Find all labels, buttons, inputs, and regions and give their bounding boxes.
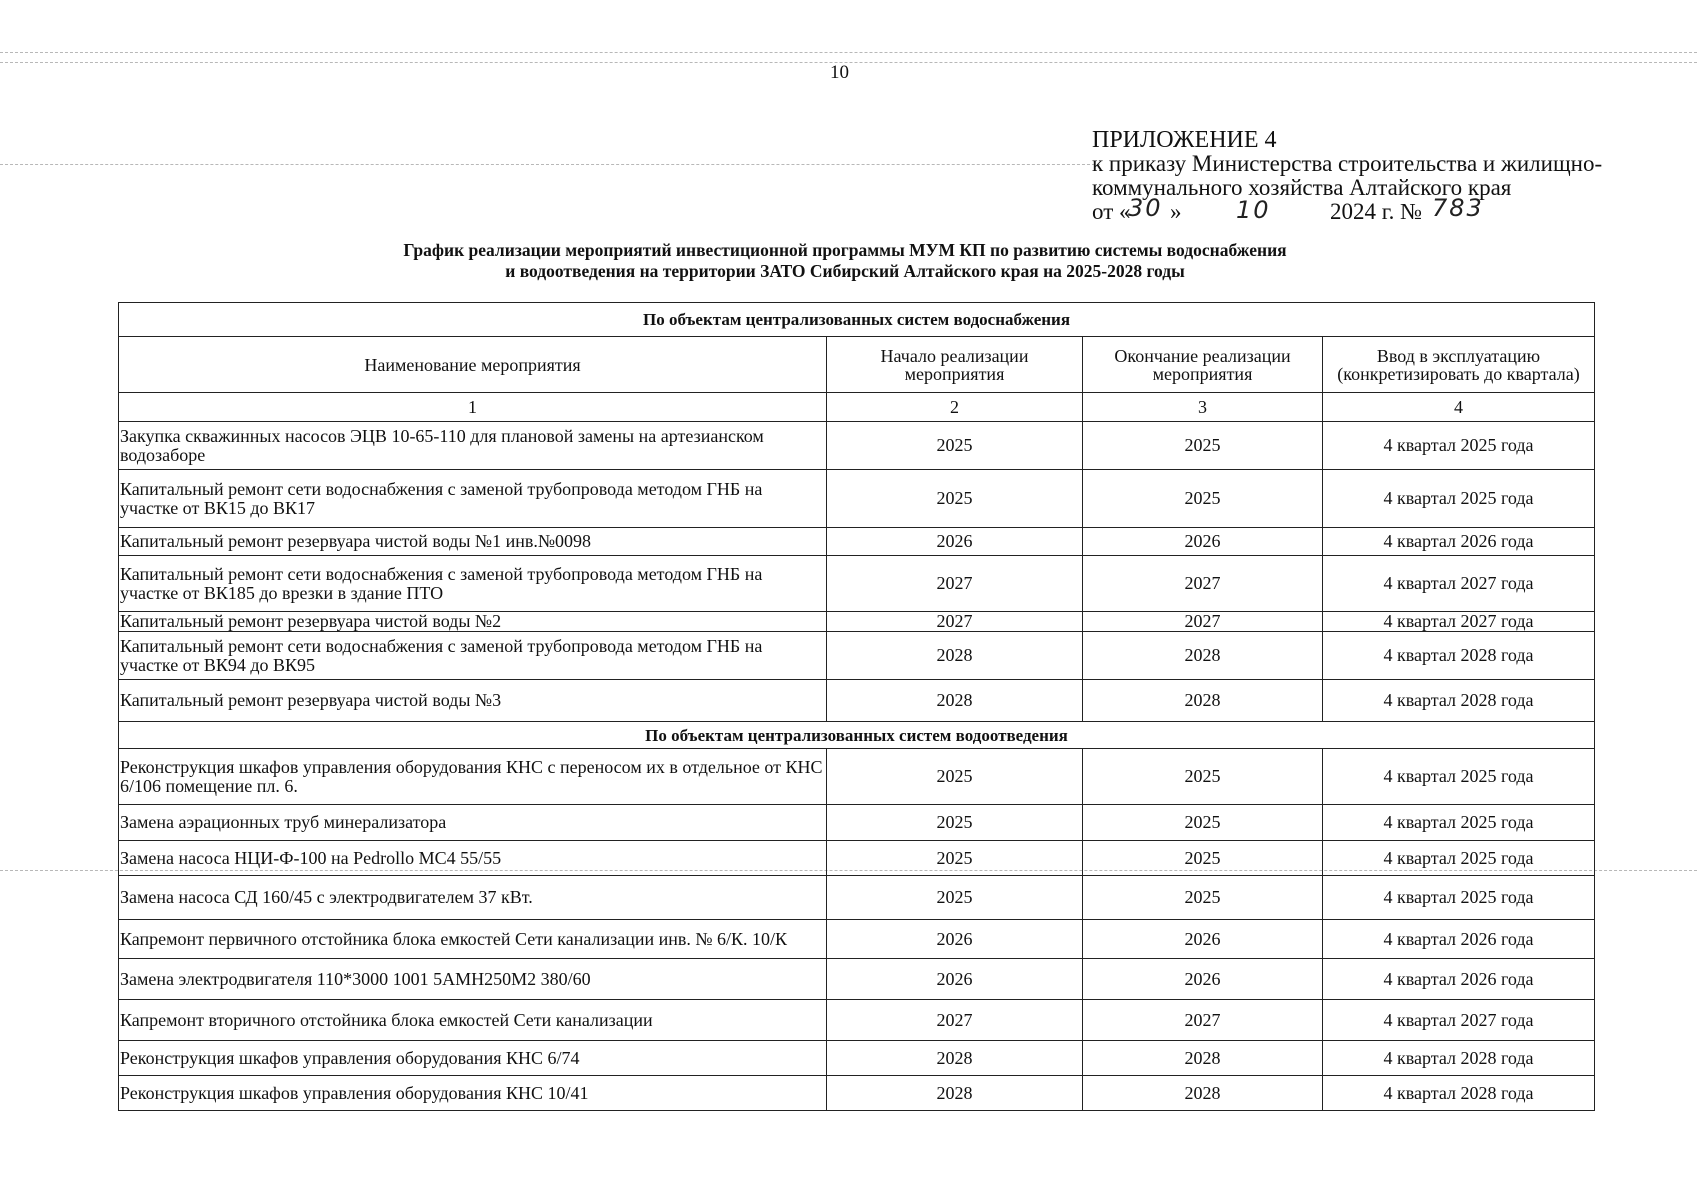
end-year: 2025: [1083, 470, 1323, 528]
commissioning-quarter: 4 квартал 2026 года: [1323, 959, 1595, 1000]
table-row: [119, 612, 1595, 632]
date-prefix: от «: [1092, 199, 1131, 224]
header-name: Наименование мероприятия: [119, 337, 827, 393]
header-commissioning: Ввод в эксплуатацию (конкретизировать до квартала): [1323, 337, 1595, 393]
handwritten-month: 10: [1236, 196, 1271, 224]
start-year: 2028: [827, 1076, 1083, 1111]
activity-name: Капитальный ремонт сети водоснабжения с заменой трубопровода методом ГНБ на участке от ВК185 до врезки в здание ПТО: [119, 556, 827, 612]
heading-line1: График реализации мероприятий инвестиционной программы МУМ КП по развитию системы водоснабжения: [403, 240, 1287, 260]
column-number: 3: [1083, 393, 1323, 422]
activity-name: Замена насоса НЦИ-Ф-100 на Pedrollo MC4 55/55: [119, 841, 827, 876]
start-year: 2026: [827, 528, 1083, 556]
table-row: [119, 920, 1595, 959]
start-year: 2026: [827, 920, 1083, 959]
header-start: Начало реализации мероприятия: [827, 337, 1083, 393]
scan-artifact-line: [0, 164, 1100, 165]
end-year: 2027: [1083, 1000, 1323, 1041]
end-year: 2025: [1083, 749, 1323, 805]
start-year: 2028: [827, 680, 1083, 722]
end-year: 2028: [1083, 680, 1323, 722]
schedule-table: [118, 302, 1595, 1111]
commissioning-quarter: 4 квартал 2027 года: [1323, 556, 1595, 612]
table-row: [119, 805, 1595, 841]
table-row: [119, 422, 1595, 470]
end-year: 2025: [1083, 422, 1323, 470]
activity-name: Капитальный ремонт резервуара чистой воды №1 инв.№0098: [119, 528, 827, 556]
start-year: 2027: [827, 612, 1083, 632]
activity-name: Замена электродвигателя 110*3000 1001 5АМН250М2 380/60: [119, 959, 827, 1000]
end-year: 2028: [1083, 1041, 1323, 1076]
activity-name: Закупка скважинных насосов ЭЦВ 10-65-110 для плановой замены на артезианском водозаборе: [119, 422, 827, 470]
start-year: 2027: [827, 556, 1083, 612]
activity-name: Капитальный ремонт сети водоснабжения с заменой трубопровода методом ГНБ на участке от ВК15 до ВК17: [119, 470, 827, 528]
commissioning-quarter: 4 квартал 2025 года: [1323, 805, 1595, 841]
commissioning-quarter: 4 квартал 2025 года: [1323, 876, 1595, 920]
commissioning-quarter: 4 квартал 2026 года: [1323, 528, 1595, 556]
appendix-date-line: [1092, 194, 1672, 228]
table-row: [119, 1076, 1595, 1111]
handwritten-order-number: 783: [1432, 194, 1484, 222]
commissioning-quarter: 4 квартал 2026 года: [1323, 920, 1595, 959]
table-row: [119, 556, 1595, 612]
scan-artifact-line: [0, 52, 1697, 53]
handwritten-day: 30: [1128, 194, 1163, 222]
end-year: 2026: [1083, 920, 1323, 959]
commissioning-quarter: 4 квартал 2028 года: [1323, 632, 1595, 680]
activity-name: Реконструкция шкафов управления оборудования КНС 6/74: [119, 1041, 827, 1076]
appendix-header: [1092, 128, 1672, 228]
activity-name: Реконструкция шкафов управления оборудования КНС 10/41: [119, 1076, 827, 1111]
commissioning-quarter: 4 квартал 2028 года: [1323, 1076, 1595, 1111]
commissioning-quarter: 4 квартал 2027 года: [1323, 1000, 1595, 1041]
column-number: 4: [1323, 393, 1595, 422]
activity-name: Капремонт первичного отстойника блока емкостей Сети канализации инв. № 6/К. 10/К: [119, 920, 827, 959]
commissioning-quarter: 4 квартал 2027 года: [1323, 612, 1595, 632]
end-year: 2026: [1083, 959, 1323, 1000]
table-row: [119, 632, 1595, 680]
table-row: [119, 959, 1595, 1000]
table-row: [119, 1041, 1595, 1076]
activity-name: Капитальный ремонт сети водоснабжения с заменой трубопровода методом ГНБ на участке от ВК94 до ВК95: [119, 632, 827, 680]
start-year: 2028: [827, 1041, 1083, 1076]
start-year: 2028: [827, 632, 1083, 680]
table-row: [119, 876, 1595, 920]
header-row: [119, 337, 1595, 393]
end-year: 2028: [1083, 1076, 1323, 1111]
activity-name: Капитальный ремонт резервуара чистой воды №3: [119, 680, 827, 722]
section-row-water-supply: [119, 303, 1595, 337]
column-number: 1: [119, 393, 827, 422]
table-row: [119, 1000, 1595, 1041]
table-row: [119, 680, 1595, 722]
appendix-order-line2: коммунального хозяйства Алтайского края: [1092, 175, 1512, 200]
start-year: 2025: [827, 749, 1083, 805]
appendix-order-line1: к приказу Министерства строительства и жилищно-: [1092, 151, 1603, 176]
appendix-title: ПРИЛОЖЕНИЕ 4: [1092, 127, 1277, 153]
start-year: 2025: [827, 422, 1083, 470]
year-and-number-label: 2024 г. №: [1330, 199, 1423, 224]
activity-name: Капитальный ремонт резервуара чистой воды №2: [119, 612, 827, 632]
start-year: 2025: [827, 876, 1083, 920]
commissioning-quarter: 4 квартал 2028 года: [1323, 680, 1595, 722]
table-row: [119, 749, 1595, 805]
start-year: 2027: [827, 1000, 1083, 1041]
start-year: 2025: [827, 805, 1083, 841]
document-heading: [0, 240, 1690, 282]
start-year: 2025: [827, 470, 1083, 528]
header-end: Окончание реализации мероприятия: [1083, 337, 1323, 393]
page-number: 10: [830, 62, 849, 83]
activity-name: Реконструкция шкафов управления оборудования КНС с переносом их в отдельное от КНС 6/106 помещение пл. 6.: [119, 749, 827, 805]
activity-name: Замена аэрационных труб минерализатора: [119, 805, 827, 841]
end-year: 2027: [1083, 556, 1323, 612]
end-year: 2026: [1083, 528, 1323, 556]
activity-name: Замена насоса СД 160/45 с электродвигателем 37 кВт.: [119, 876, 827, 920]
end-year: 2028: [1083, 632, 1323, 680]
activity-name: Капремонт вторичного отстойника блока емкостей Сети канализации: [119, 1000, 827, 1041]
column-number: 2: [827, 393, 1083, 422]
column-number-row: [119, 393, 1595, 422]
start-year: 2026: [827, 959, 1083, 1000]
table-row: [119, 528, 1595, 556]
start-year: 2025: [827, 841, 1083, 876]
table-row: [119, 841, 1595, 876]
end-year: 2025: [1083, 876, 1323, 920]
end-year: 2027: [1083, 612, 1323, 632]
section-title-water-supply: По объектам централизованных систем водоснабжения: [119, 303, 1595, 337]
commissioning-quarter: 4 квартал 2025 года: [1323, 470, 1595, 528]
section-row-water-disposal: [119, 722, 1595, 749]
commissioning-quarter: 4 квартал 2025 года: [1323, 749, 1595, 805]
end-year: 2025: [1083, 841, 1323, 876]
heading-line2: и водоотведения на территории ЗАТО Сибирский Алтайского края на 2025-2028 годы: [505, 261, 1185, 281]
commissioning-quarter: 4 квартал 2025 года: [1323, 422, 1595, 470]
table-row: [119, 470, 1595, 528]
commissioning-quarter: 4 квартал 2028 года: [1323, 1041, 1595, 1076]
date-close-quote: »: [1170, 199, 1182, 224]
section-title-water-disposal: По объектам централизованных систем водоотведения: [119, 722, 1595, 749]
end-year: 2025: [1083, 805, 1323, 841]
commissioning-quarter: 4 квартал 2025 года: [1323, 841, 1595, 876]
